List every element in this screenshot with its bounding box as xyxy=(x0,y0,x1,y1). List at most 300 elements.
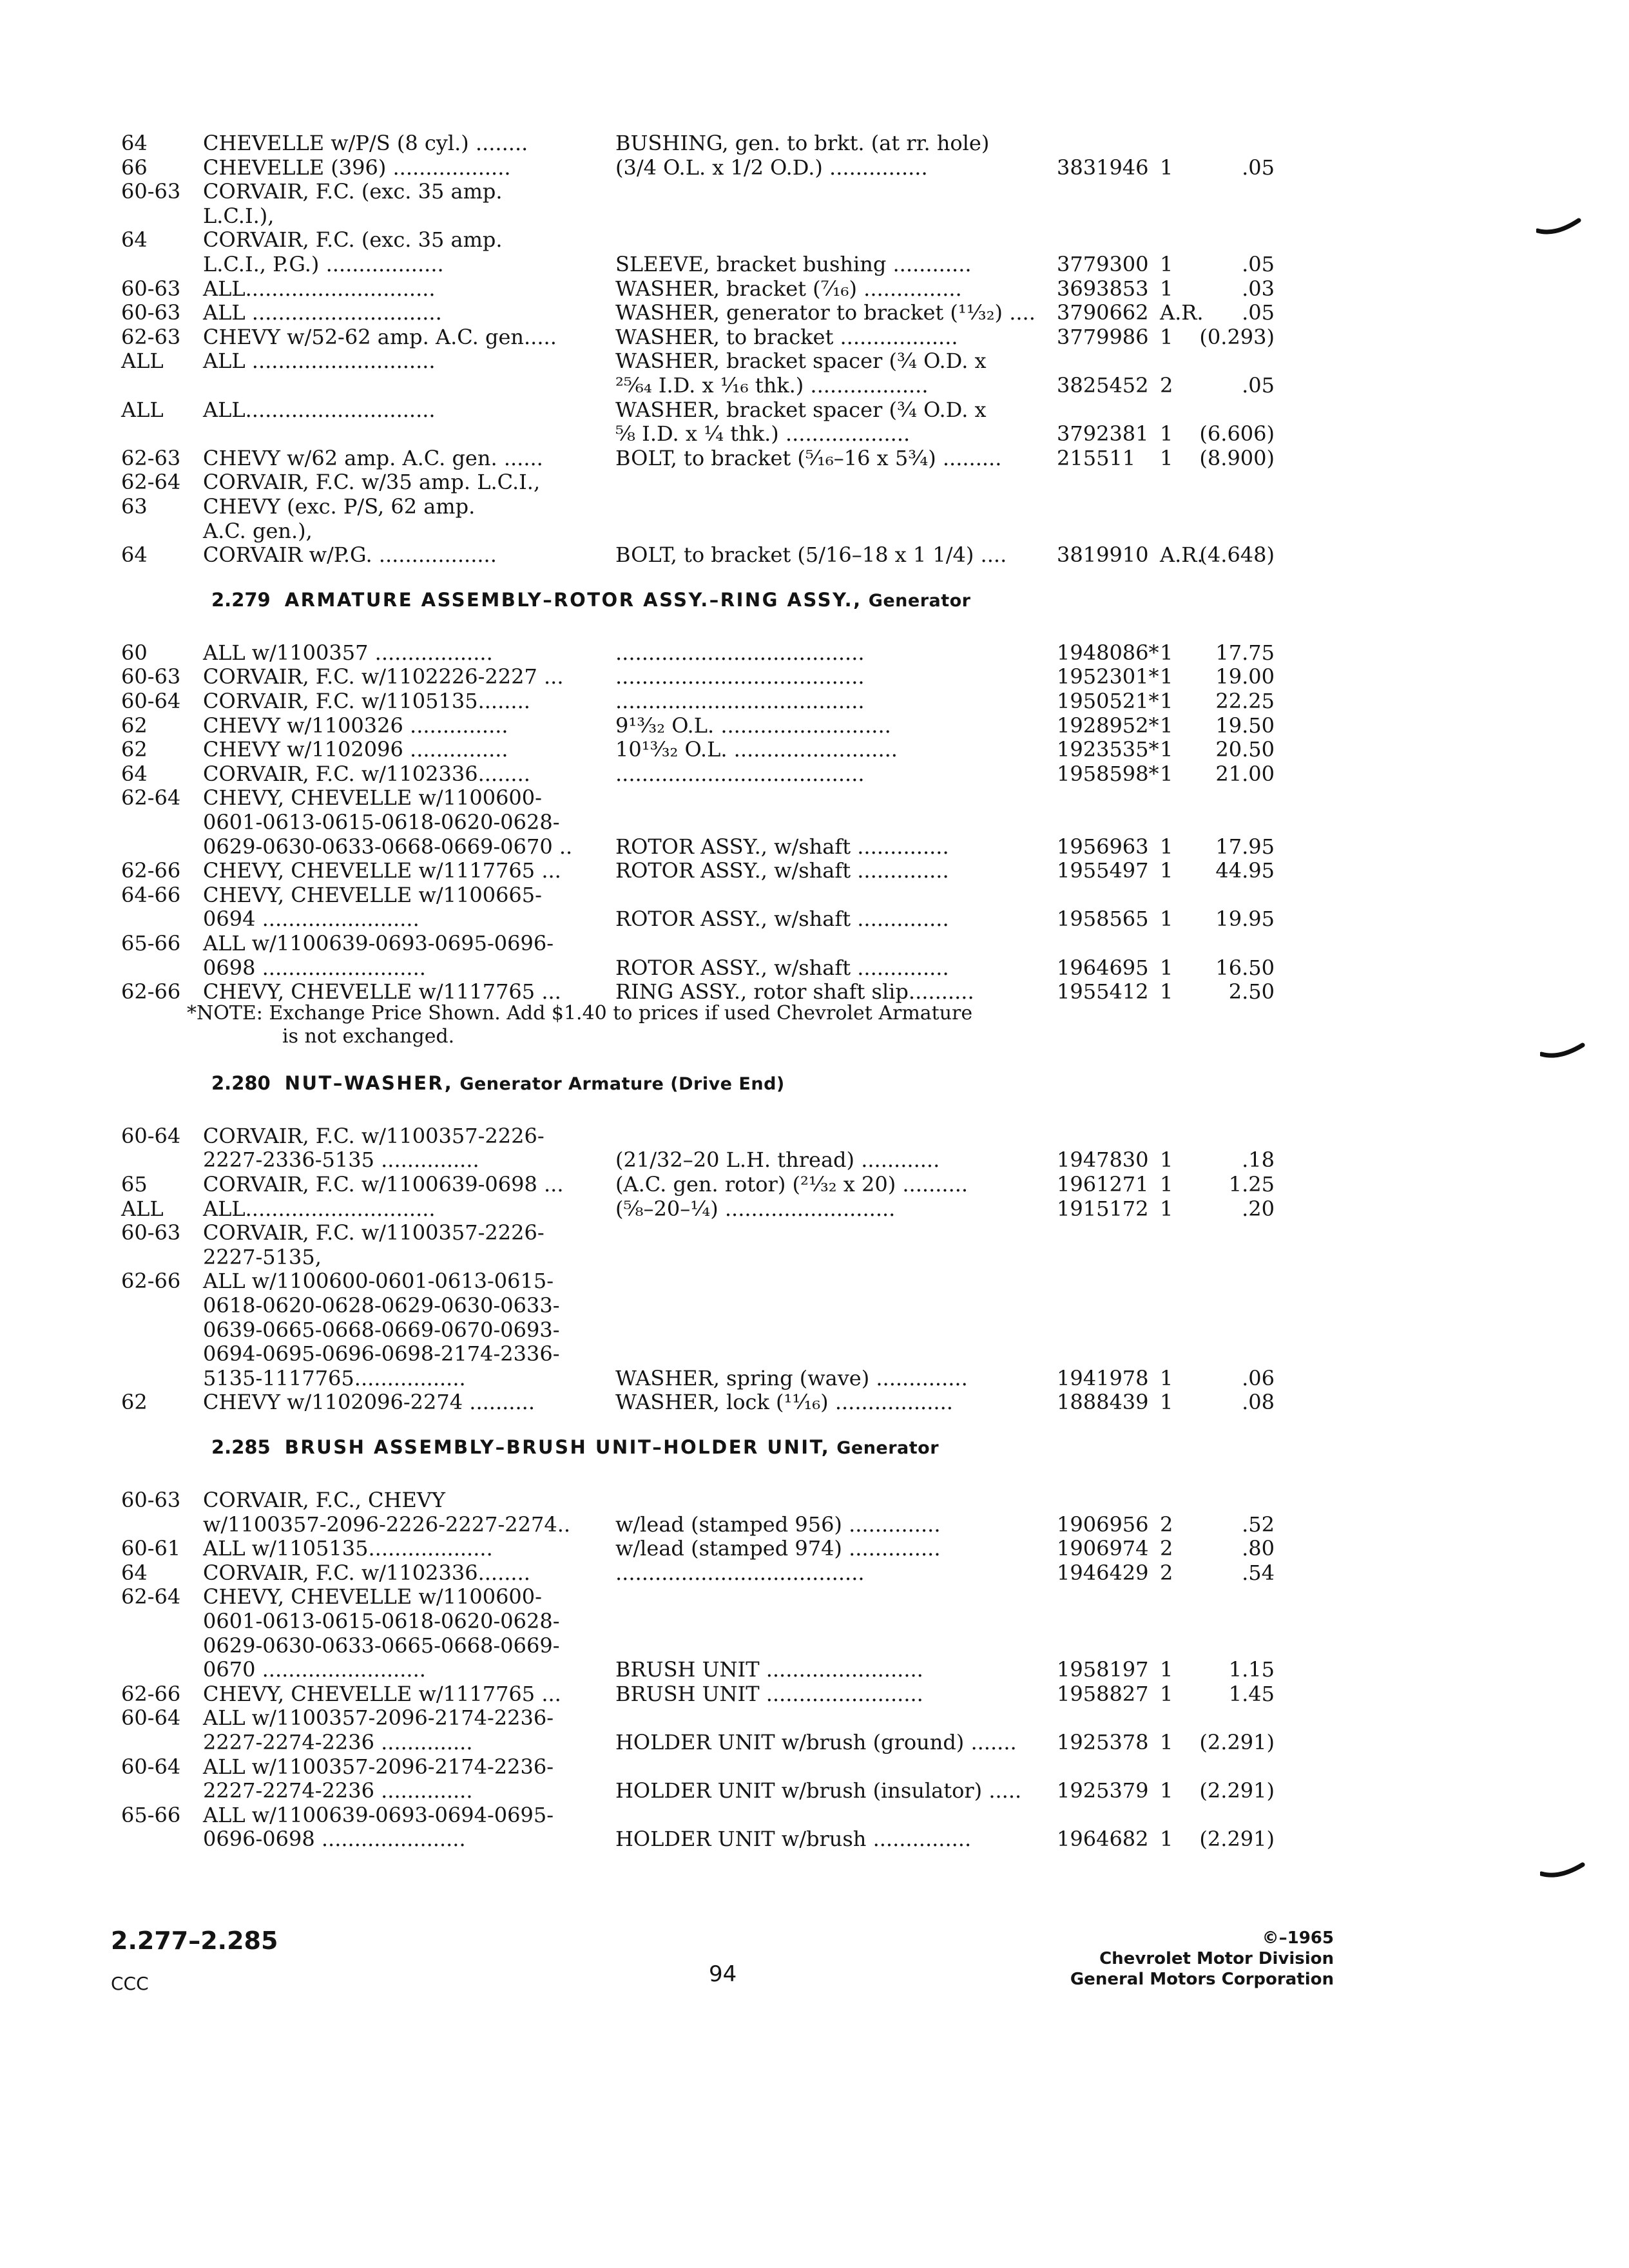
cell-year: 60-63 xyxy=(121,1220,181,1245)
cell-part: 1906974 xyxy=(1057,1536,1149,1561)
cell-part: 3792381 xyxy=(1057,421,1149,447)
parts-row xyxy=(0,155,1629,180)
cell-price: 1.25 xyxy=(1228,1172,1275,1196)
parts-row xyxy=(0,736,1629,762)
parts-row xyxy=(0,421,1629,447)
cell-model: CORVAIR, F.C. w/1100357-2226- xyxy=(203,1220,545,1245)
cell-year: 62-64 xyxy=(121,785,181,811)
cell-year: 62-64 xyxy=(121,1584,181,1610)
cell-model: CORVAIR, F.C. w/1100357-2226- xyxy=(203,1123,545,1148)
cell-model: ALL............................. xyxy=(203,1196,436,1221)
cell-desc: WASHER, to bracket .................. xyxy=(615,324,958,349)
cell-price: .03 xyxy=(1242,276,1275,301)
parts-row xyxy=(0,1802,1629,1828)
parts-row xyxy=(0,1826,1629,1852)
cell-model: CORVAIR, F.C. w/1102336........ xyxy=(203,1560,530,1585)
section-subtitle: Generator xyxy=(868,590,971,611)
cell-qty: 2 xyxy=(1160,1512,1173,1537)
section-number: 2.285 xyxy=(211,1436,271,1458)
cell-price: 19.95 xyxy=(1215,907,1275,932)
cell-qty: 1 xyxy=(1160,155,1173,180)
parts-row xyxy=(0,1705,1629,1731)
cell-model: 0618-0620-0628-0629-0630-0633- xyxy=(203,1293,560,1318)
parts-row xyxy=(0,1560,1629,1586)
parts-row xyxy=(0,178,1629,204)
parts-row xyxy=(0,1244,1629,1270)
cell-part: 1946429 xyxy=(1057,1560,1149,1585)
cell-model: ALL w/1105135................... xyxy=(203,1536,493,1561)
cell-desc: SLEEVE, bracket bushing ............ xyxy=(615,252,972,276)
cell-desc: ...................................... xyxy=(615,664,865,689)
parts-row xyxy=(0,1633,1629,1658)
cell-part: 1888439 xyxy=(1057,1390,1149,1415)
parts-row xyxy=(0,445,1629,471)
cell-price: .05 xyxy=(1242,252,1275,276)
cell-year: 66 xyxy=(121,155,148,180)
parts-row xyxy=(0,130,1629,156)
cell-qty: 1 xyxy=(1160,1365,1173,1390)
cell-model: CHEVY w/52-62 amp. A.C. gen..... xyxy=(203,324,557,349)
cell-price: 21.00 xyxy=(1215,761,1275,786)
parts-row xyxy=(0,930,1629,956)
cell-model: CHEVY (exc. P/S, 62 amp. xyxy=(203,494,476,519)
cell-desc: HOLDER UNIT w/brush (insulator) ..... xyxy=(615,1778,1022,1803)
parts-row xyxy=(0,688,1629,714)
parts-row xyxy=(0,882,1629,908)
cell-desc: WASHER, bracket spacer (³⁄₄ O.D. x xyxy=(615,397,987,422)
cell-desc: ...................................... xyxy=(615,640,865,665)
cell-desc: WASHER, bracket spacer (³⁄₄ O.D. x xyxy=(615,349,987,374)
section-number: 2.279 xyxy=(211,588,271,611)
cell-price: .05 xyxy=(1242,155,1275,180)
parts-row xyxy=(0,785,1629,811)
parts-row xyxy=(0,203,1629,229)
cell-qty: 1 xyxy=(1160,907,1173,932)
section-title: ARMATURE ASSEMBLY–ROTOR ASSY.–RING ASSY., xyxy=(284,588,862,611)
cell-price: 22.25 xyxy=(1215,689,1275,713)
parts-row xyxy=(0,1608,1629,1634)
cell-model: CORVAIR, F.C. w/1102226-2227 ... xyxy=(203,664,564,689)
cell-qty: 2 xyxy=(1160,1536,1173,1561)
cell-model: CORVAIR w/P.G. .................. xyxy=(203,543,497,568)
cell-model: 5135-1117765................. xyxy=(203,1365,466,1390)
cell-model: CORVAIR, F.C. (exc. 35 amp. xyxy=(203,227,503,253)
cell-qty: 1 xyxy=(1160,1778,1173,1803)
parts-row xyxy=(0,1584,1629,1610)
parts-row xyxy=(0,348,1629,374)
cell-qty: 1 xyxy=(1160,1196,1173,1221)
cell-model: 0629-0630-0633-0668-0669-0670 .. xyxy=(203,834,573,859)
cell-model: ALL w/1100357-2096-2174-2236- xyxy=(203,1754,554,1779)
cell-price: 16.50 xyxy=(1215,955,1275,980)
parts-row xyxy=(0,979,1629,1004)
cell-part: 1958197 xyxy=(1057,1657,1149,1682)
cell-model: 0601-0613-0615-0618-0620-0628- xyxy=(203,1609,560,1633)
section-heading xyxy=(211,1433,939,1461)
cell-desc: w/lead (stamped 974) .............. xyxy=(615,1536,941,1561)
cell-model: CORVAIR, F.C. w/1105135........ xyxy=(203,689,530,713)
cell-year: 60-64 xyxy=(121,1123,181,1148)
cell-desc: (3/4 O.L. x 1/2 O.D.) ............... xyxy=(615,155,928,180)
parts-row xyxy=(0,1196,1629,1222)
cell-model: 0694-0695-0696-0698-2174-2336- xyxy=(203,1341,560,1367)
parts-row xyxy=(0,713,1629,738)
cell-year: 60-64 xyxy=(121,1754,181,1779)
cell-price: .20 xyxy=(1242,1196,1275,1221)
parts-row xyxy=(0,834,1629,860)
cell-qty: 1 xyxy=(1160,252,1173,276)
cell-year: 65 xyxy=(121,1172,148,1196)
price-note-line-1: *NOTE: Exchange Price Shown. Add $1.40 to prices if used Chevrolet Armature xyxy=(187,1001,973,1024)
parts-row xyxy=(0,1729,1629,1755)
cell-model: 0639-0665-0668-0669-0670-0693- xyxy=(203,1317,560,1342)
cell-year: 60-64 xyxy=(121,1706,181,1731)
cell-part: 3825452 xyxy=(1057,373,1149,398)
parts-row xyxy=(0,276,1629,302)
cell-desc: ...................................... xyxy=(615,689,865,713)
parts-row xyxy=(0,469,1629,495)
cell-price: .80 xyxy=(1242,1536,1275,1561)
cell-model: ALL w/1100639-0693-0695-0696- xyxy=(203,931,554,956)
section-subtitle: Generator Armature (Drive End) xyxy=(459,1073,785,1094)
parts-row xyxy=(0,906,1629,932)
cell-desc: HOLDER UNIT w/brush ............... xyxy=(615,1827,972,1852)
parts-row xyxy=(0,1487,1629,1513)
cell-part: 1915172 xyxy=(1057,1196,1149,1221)
cell-part: 1923535* xyxy=(1057,737,1159,762)
cell-year: 64 xyxy=(121,1560,148,1585)
cell-qty: 2 xyxy=(1160,373,1173,398)
cell-part: 1955412 xyxy=(1057,979,1149,1004)
cell-price: 1.45 xyxy=(1228,1681,1275,1706)
cell-price: (6.606) xyxy=(1199,421,1275,447)
footer-publisher xyxy=(1070,1928,1334,1990)
cell-year: 64 xyxy=(121,227,148,253)
cell-model: CHEVELLE (396) .................. xyxy=(203,155,511,180)
cell-price: 44.95 xyxy=(1215,858,1275,883)
parts-row xyxy=(0,397,1629,423)
cell-model: 0601-0613-0615-0618-0620-0628- xyxy=(203,810,560,834)
cell-desc: ROTOR ASSY., w/shaft .............. xyxy=(615,955,949,980)
cell-desc: WASHER, generator to bracket (¹¹⁄₃₂) .... xyxy=(615,300,1036,325)
cell-model: CHEVY, CHEVELLE w/1117765 ... xyxy=(203,1681,561,1706)
cell-model: ALL............................. xyxy=(203,397,436,422)
cell-model: 0670 ......................... xyxy=(203,1657,426,1682)
cell-desc: HOLDER UNIT w/brush (ground) ....... xyxy=(615,1730,1017,1754)
cell-part: 1948086* xyxy=(1057,640,1159,665)
cell-price: (2.291) xyxy=(1199,1827,1275,1852)
cell-price: 19.50 xyxy=(1215,713,1275,738)
cell-model: 2227-2336-5135 ............... xyxy=(203,1148,479,1173)
parts-row xyxy=(0,664,1629,689)
scan-binder-mark-top xyxy=(1536,214,1581,240)
cell-qty: 1 xyxy=(1160,1827,1173,1852)
cell-qty: 1 xyxy=(1160,276,1173,301)
cell-model: CORVAIR, F.C., CHEVY xyxy=(203,1488,446,1512)
cell-year: 65-66 xyxy=(121,1802,181,1827)
cell-part: 1964695 xyxy=(1057,955,1149,980)
cell-qty: 1 xyxy=(1160,1390,1173,1415)
cell-price: (8.900) xyxy=(1199,445,1275,470)
cell-model: CHEVY w/1100326 ............... xyxy=(203,713,508,738)
footer-section-range: 2.277–2.285 xyxy=(111,1927,278,1955)
cell-desc: 9¹³⁄₃₂ O.L. .......................... xyxy=(615,713,891,738)
cell-qty: 1 xyxy=(1160,834,1173,859)
parts-row xyxy=(0,1293,1629,1318)
cell-part: 1906956 xyxy=(1057,1512,1149,1537)
parts-row xyxy=(0,809,1629,835)
cell-part: 1956963 xyxy=(1057,834,1149,859)
cell-qty: 1 xyxy=(1160,1657,1173,1682)
parts-row xyxy=(0,1754,1629,1780)
cell-model: 0696-0698 ...................... xyxy=(203,1827,466,1852)
cell-part: 1928952* xyxy=(1057,713,1159,738)
cell-model: ALL w/1100639-0693-0694-0695- xyxy=(203,1802,554,1827)
price-note-line-2: is not exchanged. xyxy=(282,1024,455,1048)
section-title: BRUSH ASSEMBLY–BRUSH UNIT–HOLDER UNIT, xyxy=(284,1436,831,1458)
cell-model: w/1100357-2096-2226-2227-2274.. xyxy=(203,1512,571,1537)
cell-year: 62-63 xyxy=(121,445,181,470)
cell-price: .52 xyxy=(1242,1512,1275,1537)
cell-model: ALL ............................. xyxy=(203,300,442,325)
cell-desc: ROTOR ASSY., w/shaft .............. xyxy=(615,834,949,859)
cell-desc: BUSHING, gen. to brkt. (at rr. hole) xyxy=(615,131,990,155)
cell-year: 60 xyxy=(121,640,148,665)
parts-row xyxy=(0,251,1629,277)
cell-price: .05 xyxy=(1242,373,1275,398)
cell-model: 0629-0630-0633-0665-0668-0669- xyxy=(203,1633,560,1658)
cell-desc: BOLT, to bracket (5/16–18 x 1 1/4) .... xyxy=(615,543,1007,568)
publisher-division: Chevrolet Motor Division xyxy=(1099,1949,1334,1968)
parts-row xyxy=(0,1512,1629,1537)
cell-part: 1947830 xyxy=(1057,1148,1149,1173)
cell-part: 1925378 xyxy=(1057,1730,1149,1754)
cell-qty: A.R. xyxy=(1160,300,1204,325)
cell-price: (0.293) xyxy=(1199,324,1275,349)
parts-row xyxy=(0,1365,1629,1391)
parts-row xyxy=(0,372,1629,398)
cell-qty: 1 xyxy=(1160,737,1173,762)
cell-model: CHEVY, CHEVELLE w/1100665- xyxy=(203,882,542,907)
parts-row xyxy=(0,1681,1629,1707)
cell-desc: RING ASSY., rotor shaft slip.......... xyxy=(615,979,974,1004)
cell-model: CORVAIR, F.C. w/35 amp. L.C.I., xyxy=(203,470,541,495)
cell-price: .18 xyxy=(1242,1148,1275,1173)
cell-qty: 1 xyxy=(1160,955,1173,980)
cell-qty: A.R. xyxy=(1160,543,1204,568)
section-heading xyxy=(211,1069,785,1097)
scan-binder-mark-middle xyxy=(1540,1039,1585,1064)
cell-desc: (21/32–20 L.H. thread) ............ xyxy=(615,1148,940,1173)
cell-model: L.C.I., P.G.) .................. xyxy=(203,252,444,276)
cell-model: CHEVY, CHEVELLE w/1100600- xyxy=(203,1584,542,1610)
cell-part: 1958598* xyxy=(1057,761,1159,786)
cell-year: 60-63 xyxy=(121,1488,181,1512)
parts-row xyxy=(0,1535,1629,1561)
footer-code: CCC xyxy=(111,1973,149,1994)
cell-year: 62-66 xyxy=(121,1681,181,1706)
cell-price: 20.50 xyxy=(1215,737,1275,762)
cell-model: CHEVY w/1102096 ............... xyxy=(203,737,508,762)
cell-qty: 1 xyxy=(1160,1681,1173,1706)
cell-qty: 1 xyxy=(1160,689,1173,713)
cell-part: 3831946 xyxy=(1057,155,1149,180)
cell-part: 3779300 xyxy=(1057,252,1149,276)
cell-model: 2227-2274-2236 .............. xyxy=(203,1778,473,1803)
cell-desc: BRUSH UNIT ........................ xyxy=(615,1657,923,1682)
cell-part: 1925379 xyxy=(1057,1778,1149,1803)
cell-year: 62 xyxy=(121,713,148,738)
cell-model: ALL ............................ xyxy=(203,349,436,374)
cell-year: 64-66 xyxy=(121,882,181,907)
parts-row xyxy=(0,1389,1629,1415)
cell-part: 215511 xyxy=(1057,445,1136,470)
parts-row xyxy=(0,324,1629,350)
cell-qty: 1 xyxy=(1160,979,1173,1004)
parts-row xyxy=(0,494,1629,519)
cell-desc: ⁵⁄₈ I.D. x ¹⁄₄ thk.) ................... xyxy=(615,421,911,447)
cell-year: 60-63 xyxy=(121,276,181,301)
cell-desc: ROTOR ASSY., w/shaft .............. xyxy=(615,907,949,932)
parts-row xyxy=(0,955,1629,981)
cell-qty: 1 xyxy=(1160,445,1173,470)
cell-desc: WASHER, bracket (⁷⁄₁₆) ............... xyxy=(615,276,962,301)
cell-model: A.C. gen.), xyxy=(203,518,313,543)
cell-part: 1941978 xyxy=(1057,1365,1149,1390)
parts-row xyxy=(0,1220,1629,1245)
parts-row xyxy=(0,1268,1629,1294)
cell-desc: BRUSH UNIT ........................ xyxy=(615,1681,923,1706)
cell-year: 62-66 xyxy=(121,858,181,883)
cell-part: 1958827 xyxy=(1057,1681,1149,1706)
cell-year: 62-64 xyxy=(121,470,181,495)
parts-row xyxy=(0,542,1629,568)
cell-year: 64 xyxy=(121,761,148,786)
cell-model: L.C.I.), xyxy=(203,203,275,228)
cell-model: CHEVY, CHEVELLE w/1117765 ... xyxy=(203,858,561,883)
page-number: 94 xyxy=(709,1961,737,1987)
parts-row xyxy=(0,640,1629,666)
parts-row xyxy=(0,1657,1629,1682)
cell-model: CHEVY, CHEVELLE w/1117765 ... xyxy=(203,979,561,1004)
cell-year: 60-63 xyxy=(121,179,181,204)
cell-price: .06 xyxy=(1242,1365,1275,1390)
cell-qty: 1 xyxy=(1160,1148,1173,1173)
cell-part: 3790662 xyxy=(1057,300,1149,325)
cell-year: 64 xyxy=(121,131,148,155)
cell-model: ALL w/1100357 .................. xyxy=(203,640,493,665)
cell-price: 17.75 xyxy=(1215,640,1275,665)
cell-price: 19.00 xyxy=(1215,664,1275,689)
cell-price: (4.648) xyxy=(1199,543,1275,568)
cell-year: ALL xyxy=(121,397,164,422)
cell-part: 1955497 xyxy=(1057,858,1149,883)
cell-qty: 1 xyxy=(1160,664,1173,689)
section-number: 2.280 xyxy=(211,1072,271,1094)
parts-row xyxy=(0,1147,1629,1173)
section-subtitle: Generator xyxy=(836,1438,940,1458)
cell-model: CORVAIR, F.C. (exc. 35 amp. xyxy=(203,179,503,204)
parts-row xyxy=(0,518,1629,544)
cell-year: 62-66 xyxy=(121,979,181,1004)
section-title: NUT–WASHER, xyxy=(284,1072,454,1094)
cell-model: CHEVY, CHEVELLE w/1100600- xyxy=(203,785,542,811)
cell-model: CHEVY w/62 amp. A.C. gen. ...... xyxy=(203,445,543,470)
parts-row xyxy=(0,1123,1629,1149)
cell-model: CORVAIR, F.C. w/1102336........ xyxy=(203,761,530,786)
cell-desc: w/lead (stamped 956) .............. xyxy=(615,1512,941,1537)
cell-price: (2.291) xyxy=(1199,1730,1275,1754)
cell-year: 60-63 xyxy=(121,300,181,325)
cell-price: (2.291) xyxy=(1199,1778,1275,1803)
cell-year: 63 xyxy=(121,494,148,519)
cell-desc: WASHER, spring (wave) .............. xyxy=(615,1365,968,1390)
parts-row xyxy=(0,300,1629,325)
parts-row xyxy=(0,858,1629,883)
cell-price: .54 xyxy=(1242,1560,1275,1585)
cell-desc: ROTOR ASSY., w/shaft .............. xyxy=(615,858,949,883)
cell-qty: 1 xyxy=(1160,421,1173,447)
cell-part: 1964682 xyxy=(1057,1827,1149,1852)
cell-model: CORVAIR, F.C. w/1100639-0698 ... xyxy=(203,1172,564,1196)
parts-row xyxy=(0,1171,1629,1197)
cell-year: 60-63 xyxy=(121,664,181,689)
cell-year: 60-64 xyxy=(121,689,181,713)
scan-binder-mark-bottom xyxy=(1540,1858,1585,1884)
cell-desc: ...................................... xyxy=(615,761,865,786)
cell-part: 1961271 xyxy=(1057,1172,1149,1196)
cell-year: 64 xyxy=(121,543,148,568)
cell-qty: 1 xyxy=(1160,1172,1173,1196)
cell-year: 62 xyxy=(121,737,148,762)
cell-desc: ²⁵⁄₆₄ I.D. x ¹⁄₁₆ thk.) .................. xyxy=(615,373,929,398)
parts-row xyxy=(0,1778,1629,1803)
cell-price: .08 xyxy=(1242,1390,1275,1415)
cell-qty: 1 xyxy=(1160,640,1173,665)
parts-row xyxy=(0,1317,1629,1343)
cell-part: 1950521* xyxy=(1057,689,1159,713)
cell-model: 0698 ......................... xyxy=(203,955,426,980)
copyright-notice: ©–1965 xyxy=(1262,1928,1334,1948)
cell-part: 3819910 xyxy=(1057,543,1149,568)
cell-price: 17.95 xyxy=(1215,834,1275,859)
cell-qty: 1 xyxy=(1160,761,1173,786)
cell-desc: (⁵⁄₈–20–¹⁄₄) .......................... xyxy=(615,1196,896,1221)
section-heading xyxy=(211,586,971,614)
cell-year: 62 xyxy=(121,1390,148,1415)
cell-model: ALL w/1100357-2096-2174-2236- xyxy=(203,1706,554,1731)
cell-desc: 10¹³⁄₃₂ O.L. ......................... xyxy=(615,737,898,762)
cell-desc: ...................................... xyxy=(615,1560,865,1585)
cell-qty: 2 xyxy=(1160,1560,1173,1585)
cell-part: 3693853 xyxy=(1057,276,1149,301)
cell-model: 2227-5135, xyxy=(203,1244,322,1269)
cell-price: .05 xyxy=(1242,300,1275,325)
cell-model: CHEVY w/1102096-2274 .......... xyxy=(203,1390,535,1415)
cell-qty: 1 xyxy=(1160,324,1173,349)
parts-row xyxy=(0,1341,1629,1367)
cell-part: 1952301* xyxy=(1057,664,1159,689)
cell-qty: 1 xyxy=(1160,713,1173,738)
cell-model: ALL............................. xyxy=(203,276,436,301)
cell-year: ALL xyxy=(121,349,164,374)
cell-model: 2227-2274-2236 .............. xyxy=(203,1730,473,1754)
cell-year: 65-66 xyxy=(121,931,181,956)
cell-model: 0694 ........................ xyxy=(203,907,419,932)
publisher-corporation: General Motors Corporation xyxy=(1070,1970,1334,1989)
cell-part: 3779986 xyxy=(1057,324,1149,349)
cell-price: 2.50 xyxy=(1228,979,1275,1004)
